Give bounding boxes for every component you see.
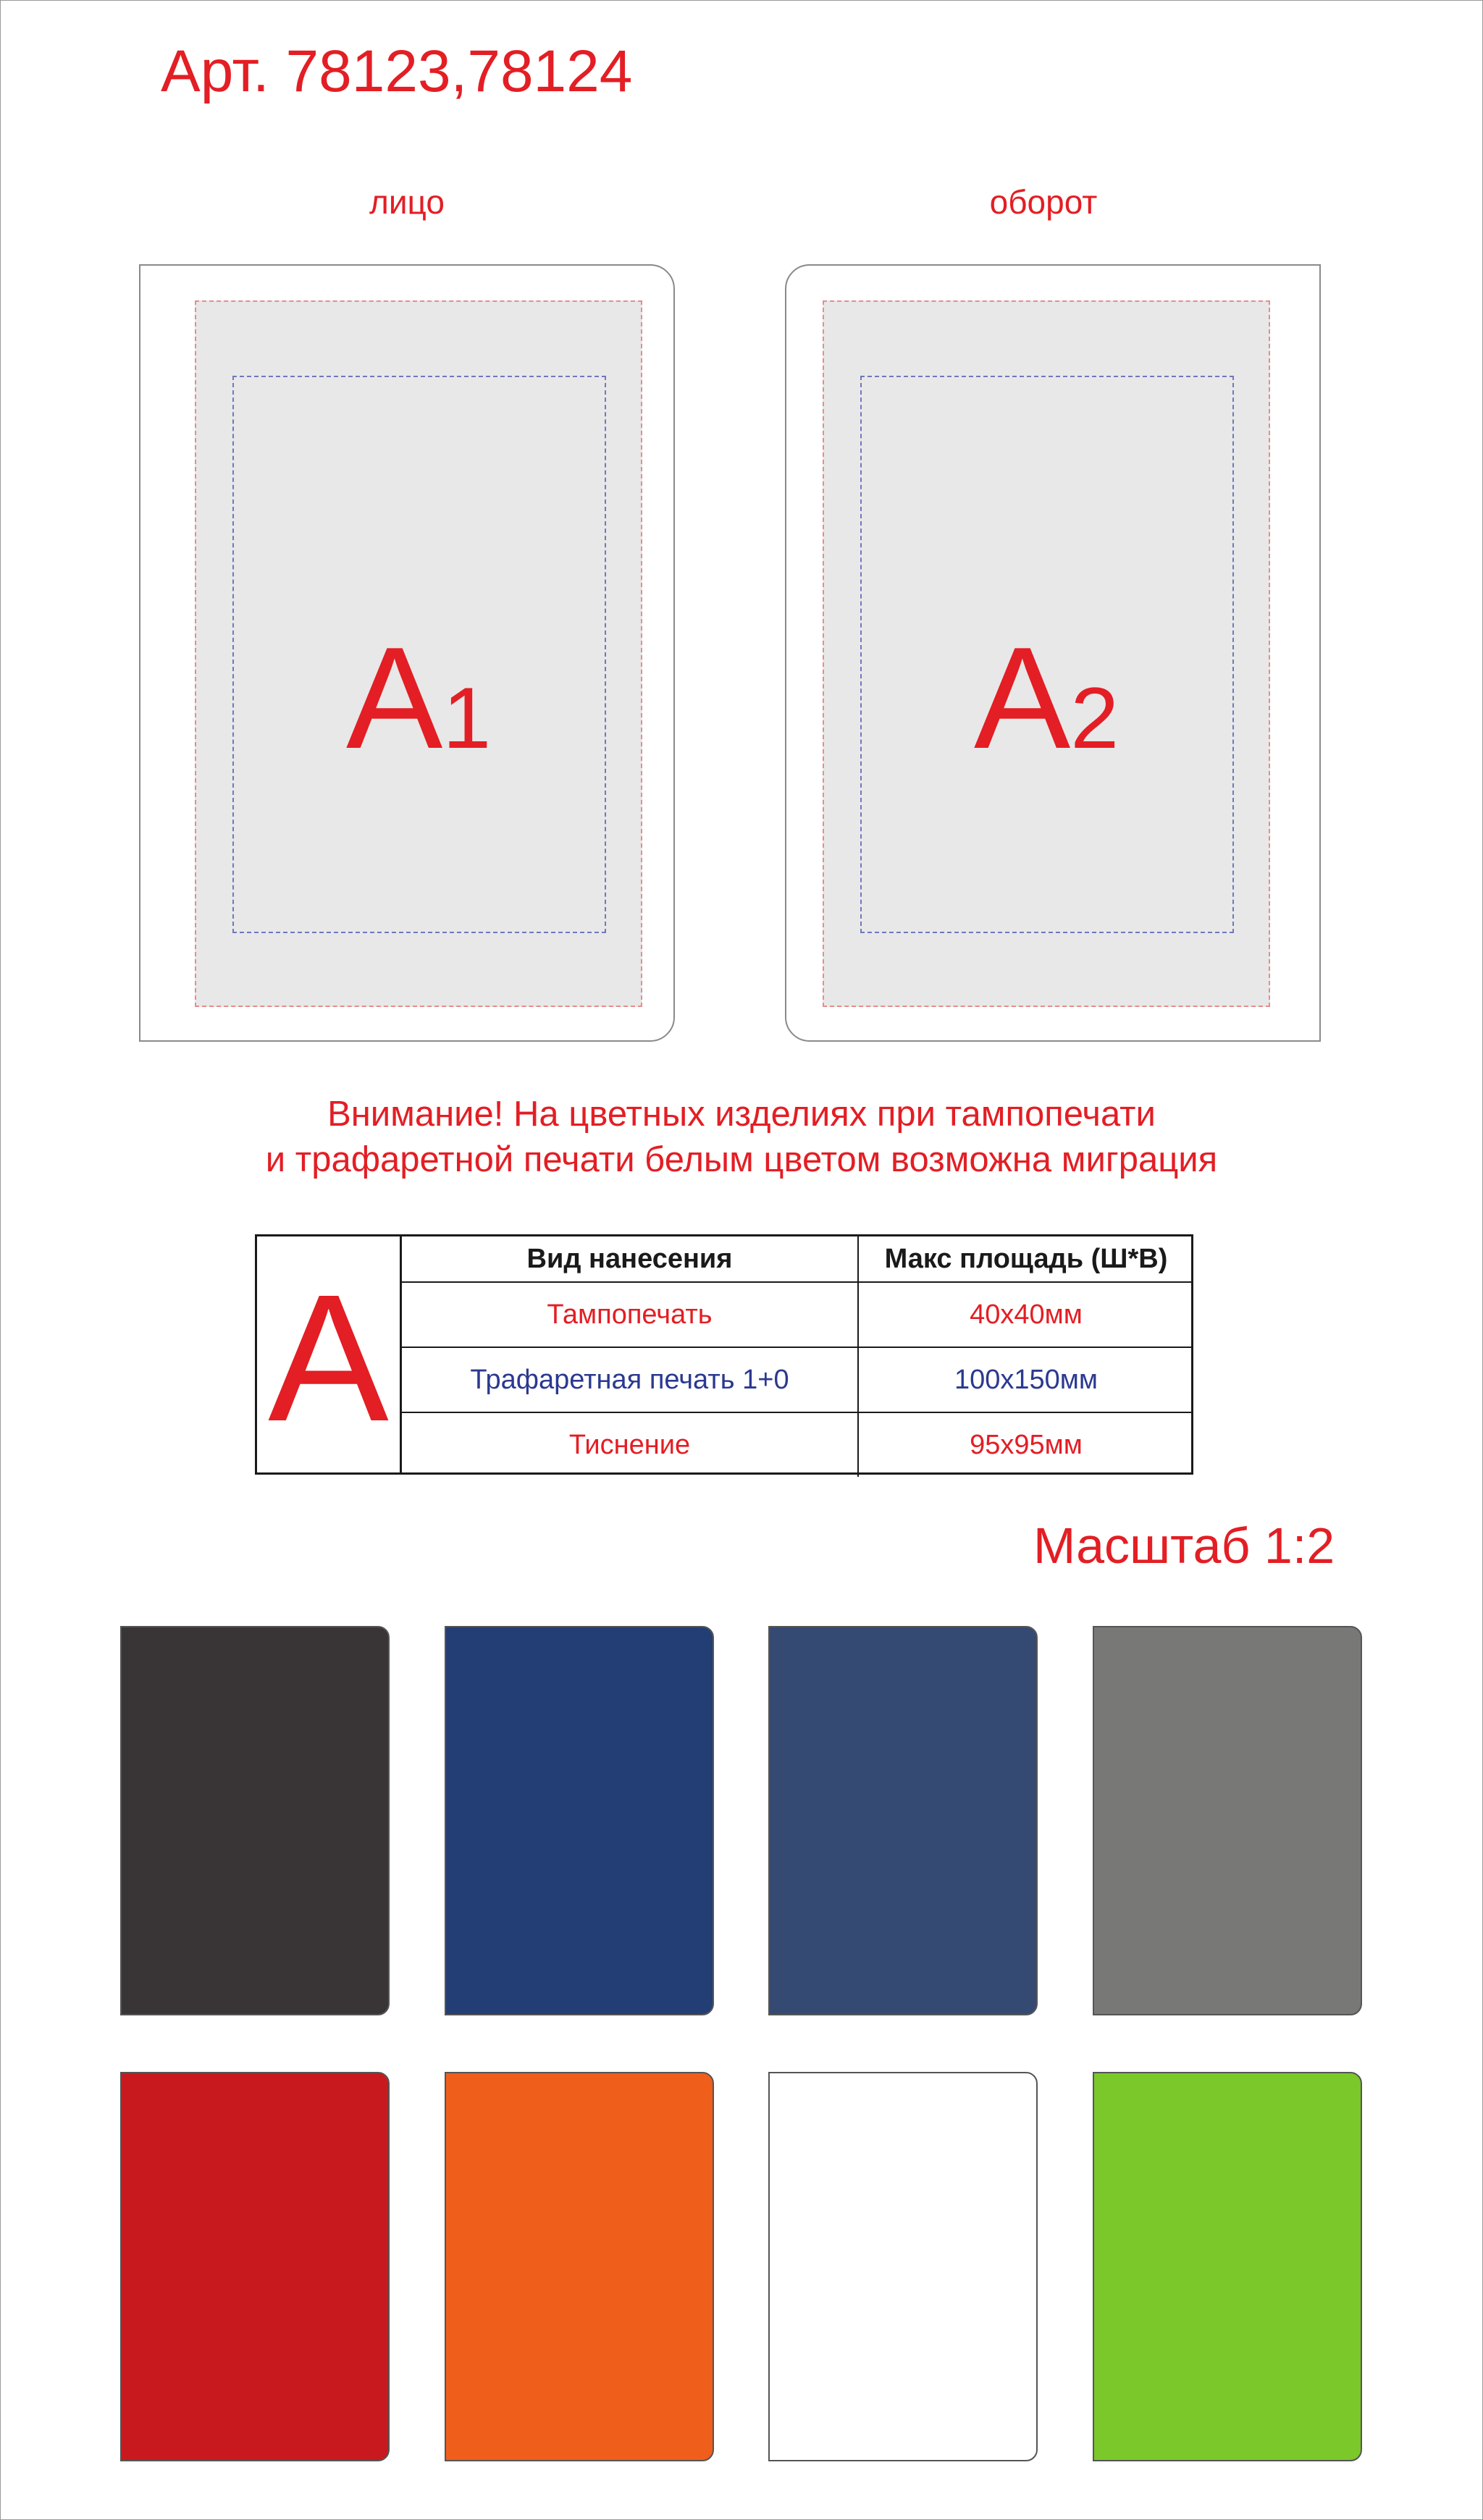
table-row: [402, 1412, 1193, 1477]
swatch-red: [120, 2072, 390, 2461]
swatch-white: [768, 2072, 1038, 2461]
swatch-green: [1093, 2072, 1362, 2461]
back-cover-layout: [785, 264, 1321, 1042]
swatch-dark-blue: [768, 1626, 1038, 2015]
front-side-label: лицо: [369, 183, 445, 221]
table-row: [402, 1282, 1193, 1347]
area-letter: A: [257, 1236, 402, 1472]
back-print-bleed-area: [823, 300, 1270, 1007]
header-method: Вид нанесения: [402, 1236, 858, 1282]
front-zone-label: A1: [345, 618, 492, 779]
warning-line-1: Внимание! На цветных изделиях при тампопечати: [327, 1095, 1156, 1134]
back-zone-label: A2: [973, 618, 1119, 779]
swatch-orange: [445, 2072, 714, 2461]
swatch-grey: [1093, 1626, 1362, 2015]
method-cell: Тиснение: [402, 1412, 858, 1477]
migration-warning: [0, 1092, 1483, 1183]
table-row: [402, 1347, 1193, 1412]
back-side-label: оборот: [989, 183, 1098, 221]
article-title: Арт. 78123,78124: [161, 38, 633, 104]
method-cell: Тампопечать: [402, 1282, 858, 1347]
scale-label: Масштаб 1:2: [1033, 1517, 1335, 1574]
front-print-bleed-area: [195, 300, 642, 1007]
application-spec-table: [255, 1234, 1193, 1475]
size-cell: 40x40мм: [858, 1282, 1193, 1347]
swatch-black: [120, 1626, 390, 2015]
method-cell: Трафаретная печать 1+0: [402, 1347, 858, 1412]
swatch-navy: [445, 1626, 714, 2015]
size-cell: 95x95мм: [858, 1412, 1193, 1477]
warning-line-2: и трафаретной печати белым цветом возможна миграция: [265, 1140, 1218, 1179]
size-cell: 100x150мм: [858, 1347, 1193, 1412]
header-max-area: Макс площадь (Ш*В): [858, 1236, 1193, 1282]
front-cover-layout: [139, 264, 675, 1042]
